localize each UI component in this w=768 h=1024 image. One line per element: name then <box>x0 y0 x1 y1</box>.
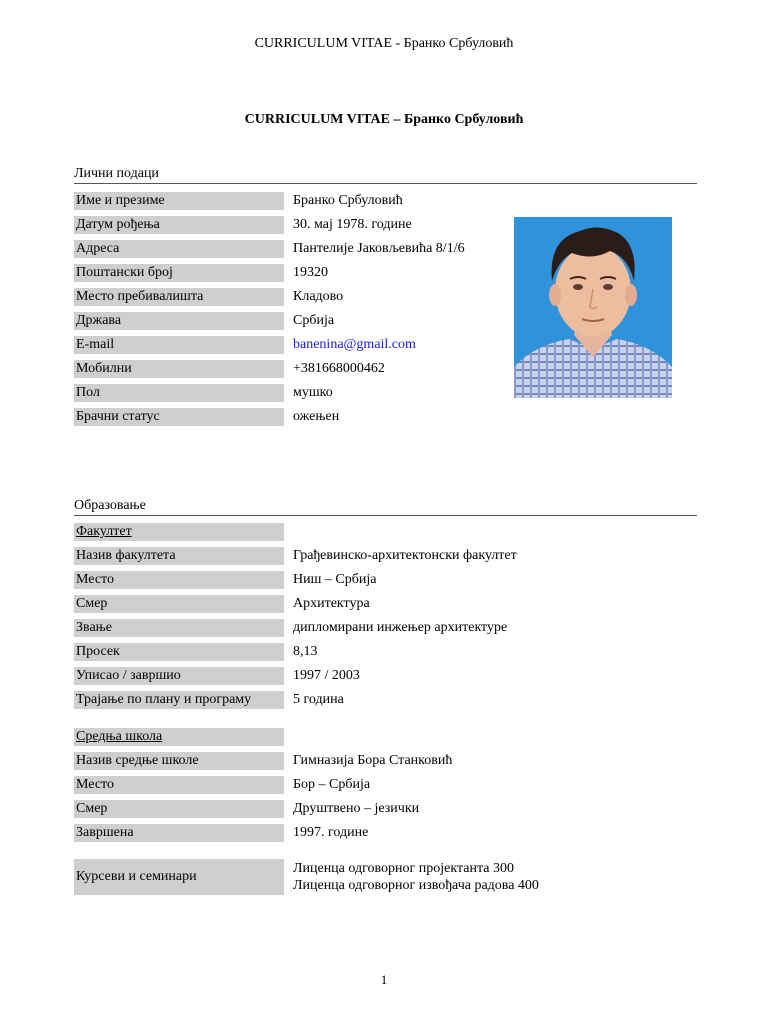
row-label: Место <box>74 571 284 589</box>
document-title: CURRICULUM VITAE – Бранко Србуловић <box>244 112 524 127</box>
row-label: Држава <box>74 312 284 330</box>
high-school-subheading: Средња школа <box>74 728 284 746</box>
row-label: Мобилни <box>74 360 284 378</box>
row-label: Уписао / завршио <box>74 667 284 685</box>
section-personal-heading: Лични подаци <box>74 165 697 184</box>
row-label: Адреса <box>74 240 284 258</box>
course-line: Лиценца одговорног пројектанта 300 <box>293 861 514 876</box>
row-value: 30. мај 1978. године <box>293 217 412 232</box>
row-label: E-mail <box>74 336 284 354</box>
row-label: Смер <box>74 595 284 613</box>
row-value: 8,13 <box>293 644 318 659</box>
row-label: Завршена <box>74 824 284 842</box>
page-header: CURRICULUM VITAE - Бранко Србуловић <box>254 36 514 51</box>
row-label: Датум рођења <box>74 216 284 234</box>
row-label: Назив средње школе <box>74 752 284 770</box>
row-value: 1997 / 2003 <box>293 668 360 683</box>
row-value: Ниш – Србија <box>293 572 377 587</box>
row-value: Пантелије Јаковљевића 8/1/6 <box>293 241 465 256</box>
row-value: Бранко Србуловић <box>293 193 403 208</box>
section-education-heading: Образовање <box>74 497 697 516</box>
row-label: Просек <box>74 643 284 661</box>
row-label: Звање <box>74 619 284 637</box>
row-value: ожењен <box>293 409 340 424</box>
row-value: 19320 <box>293 265 328 280</box>
row-value: Бор – Србија <box>293 777 371 792</box>
row-value: Друштвено – језички <box>293 801 420 816</box>
page-number: 1 <box>380 972 388 987</box>
row-value: Грађевинско-архитектонски факултет <box>293 548 517 563</box>
row-label: Име и презиме <box>74 192 284 210</box>
courses-value <box>293 860 539 894</box>
row-value: 5 година <box>293 692 344 707</box>
row-value: дипломирани инжењер архитектуре <box>293 620 508 635</box>
row-value: Србија <box>293 313 335 328</box>
row-label: Трајање по плану и програму <box>74 691 284 709</box>
courses-label: Курсеви и семинари <box>74 859 284 895</box>
row-value: 1997. године <box>293 825 369 840</box>
row-value: Кладово <box>293 289 344 304</box>
row-value: Гимназија Бора Станковић <box>293 753 453 768</box>
row-value: +381668000462 <box>293 361 385 376</box>
row-label: Назив факултета <box>74 547 284 565</box>
row-label: Смер <box>74 800 284 818</box>
faculty-subheading: Факултет <box>74 523 284 541</box>
row-label: Место <box>74 776 284 794</box>
course-line: Лиценца одговорног извођача радова 400 <box>293 878 539 893</box>
row-value: Архитектура <box>293 596 370 611</box>
portrait-photo <box>514 217 672 398</box>
email-link[interactable]: banenina@gmail.com <box>293 337 416 352</box>
row-label: Пол <box>74 384 284 402</box>
row-label: Поштански број <box>74 264 284 282</box>
row-value: мушко <box>293 385 333 400</box>
row-label: Брачни статус <box>74 408 284 426</box>
row-label: Место пребивалишта <box>74 288 284 306</box>
